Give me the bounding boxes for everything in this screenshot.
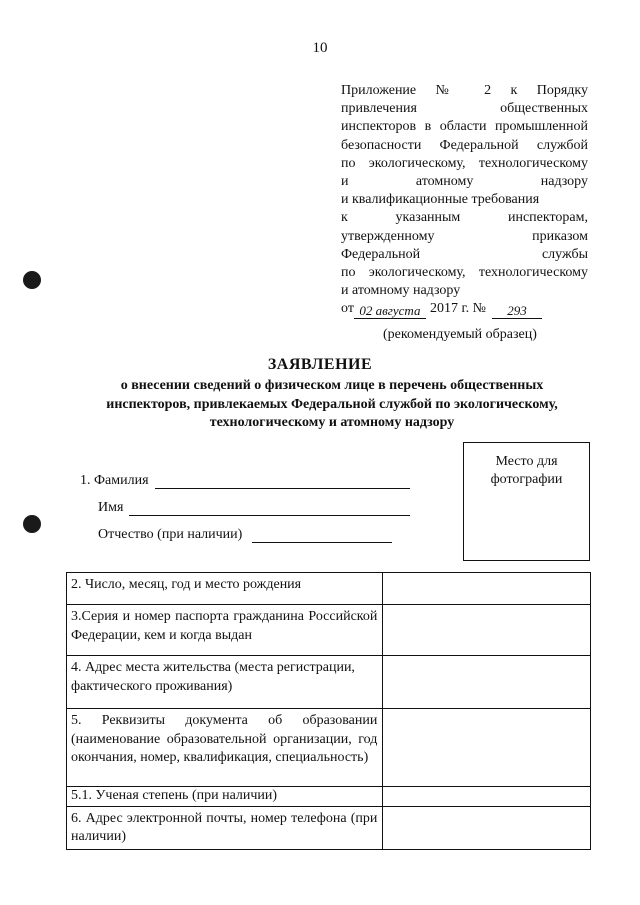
name-fields [80, 462, 410, 543]
document-title: ЗАЯВЛЕНИЕ [267, 356, 373, 373]
subtitle-line: о внесении сведений о физическом лице в перечень общественных [120, 378, 544, 393]
row-value-cell[interactable] [383, 656, 591, 709]
patronymic-label: Отчество (при наличии) [98, 527, 243, 542]
first-name-blank[interactable] [129, 501, 410, 516]
table-row [67, 787, 591, 807]
appendix-line: Приложение № 2 к Порядку [341, 83, 588, 98]
row-value-cell[interactable] [383, 806, 591, 849]
table-row [67, 709, 591, 787]
appendix-line: Федеральной службы [341, 246, 588, 262]
appendix-line: по экологическому, технологическому [341, 155, 588, 171]
row-value-cell[interactable] [383, 709, 591, 787]
appendix-line: утвержденному приказом [341, 228, 588, 244]
photo-placeholder [463, 442, 590, 561]
table-row [67, 656, 591, 709]
photo-label-line: фотографии [490, 472, 563, 487]
appendix-line: к указанным инспекторам, [341, 210, 588, 226]
first-name-label: Имя [98, 500, 124, 515]
handwritten-date: 02 августа [354, 303, 426, 319]
patronymic-blank[interactable] [252, 528, 392, 543]
surname-blank[interactable] [155, 474, 410, 489]
row-label: 2. Число, месяц, год и место рождения [67, 573, 383, 605]
table-row [67, 605, 591, 656]
punch-hole [23, 515, 41, 533]
document-subtitle [72, 377, 592, 433]
appendix-line: и атомному надзору [341, 283, 461, 299]
applicant-data-table [66, 572, 591, 850]
row-value-cell[interactable] [383, 573, 591, 605]
row-value-cell[interactable] [383, 787, 591, 807]
patronymic-field[interactable] [80, 516, 410, 543]
page-number: 10 [312, 40, 328, 56]
appendix-reference [341, 82, 588, 319]
appendix-line: и квалификационные требования [341, 192, 540, 208]
first-name-field[interactable] [80, 489, 410, 516]
subtitle-line: инспекторов, привлекаемых Федеральной службой по экологическому, [106, 396, 558, 412]
row-label: 6. Адрес электронной почты, номер телефона (при наличии) [67, 806, 383, 849]
row-value-cell[interactable] [383, 605, 591, 656]
appendix-line: инспекторов в области промышленной [341, 119, 588, 135]
row-label: 5. Реквизиты документа об образовании (наименование образовательной организации, год окончания, номер, квалификация, специальность) [67, 709, 383, 787]
surname-label: 1. Фамилия [80, 473, 149, 488]
punch-hole [23, 271, 41, 289]
row-label: 4. Адрес места жительства (места регистрации, фактического проживания) [67, 656, 383, 709]
appendix-line: и атомному надзору [341, 174, 588, 190]
subtitle-line: технологическому и атомному надзору [209, 415, 455, 430]
order-prefix: от [341, 301, 354, 317]
order-year: 2017 г. № [429, 301, 486, 317]
appendix-line: по экологическому, технологическому [341, 265, 588, 281]
row-label: 5.1. Ученая степень (при наличии) [67, 787, 383, 807]
row-label: 3.Серия и номер паспорта гражданина Российской Федерации, кем и когда выдан [67, 605, 383, 656]
table-row [67, 573, 591, 605]
order-date-line [341, 300, 588, 318]
handwritten-order-number: 293 [492, 303, 542, 319]
table-row [67, 806, 591, 849]
appendix-line: привлечения общественных [341, 101, 588, 117]
sample-note: (рекомендуемый образец) [383, 327, 537, 342]
appendix-line: безопасности Федеральной службой [341, 137, 588, 153]
surname-field[interactable] [80, 462, 410, 489]
photo-label-line: Место для [495, 454, 558, 469]
